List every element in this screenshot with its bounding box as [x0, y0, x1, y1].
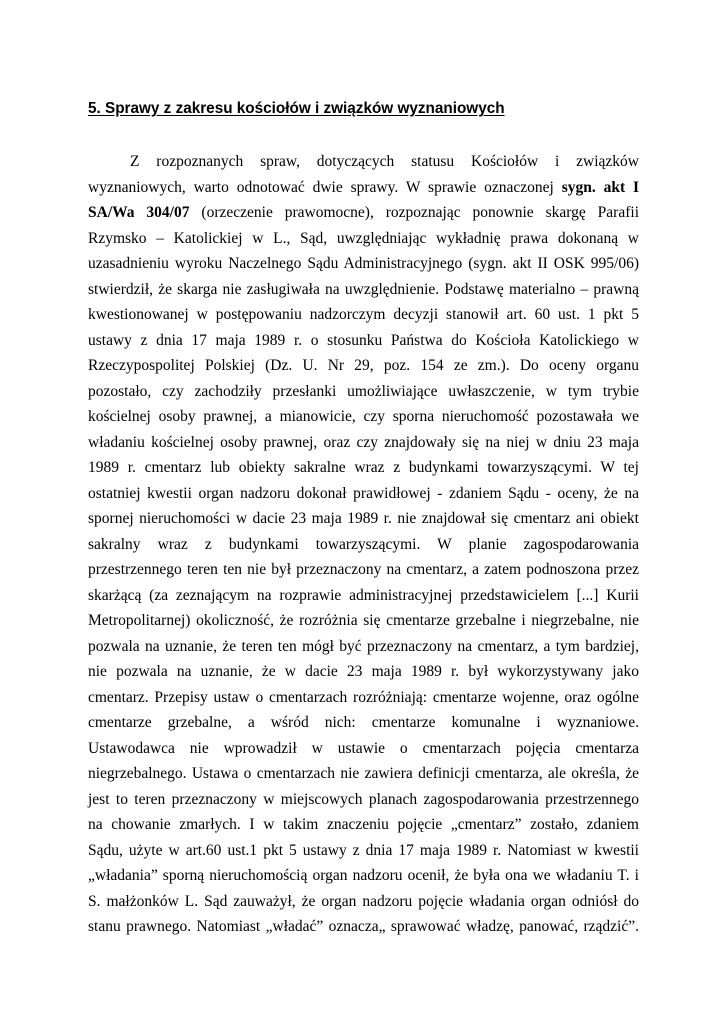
- case-signature-bold: sygn. akt I: [561, 178, 640, 196]
- text-line: Ustawodawca nie wprowadził w ustawie o cmentarzach pojęcia cmentarza: [88, 739, 639, 757]
- text-line: Sądu, użyte w art.60 ust.1 pkt 5 ustawy z dnia 17 maja 1989 r. Natomiast w kwestii: [88, 841, 639, 859]
- text-line: niegrzebalnego. Ustawa o cmentarzach nie zawiera definicji cmentarza, ale określa, że: [88, 765, 639, 782]
- text-line: uzasadnieniu wyroku Naczelnego Sądu Administracyjnego (sygn. akt II OSK 995/06): [88, 255, 639, 272]
- text-line: ustawy z dnia 17 maja 1989 r. o stosunku Państwa do Kościoła Katolickiego w: [88, 331, 639, 349]
- text-line: jest to teren przeznaczony w miejscowych planach zagospodarowania przestrzennego: [88, 790, 639, 808]
- text-line: stanu prawnego. Natomiast „władać” oznacza„ sprawować władzę, panować, rządzić”.: [88, 918, 639, 935]
- case-signature-bold: SA/Wa 304/07: [88, 204, 190, 221]
- text-line: [88, 200, 639, 226]
- text-line: Rzeczypospolitej Polskiej (Dz. U. Nr 29, poz. 154 ze zm.). Do oceny organu: [88, 357, 639, 374]
- text-line: na chowanie zmarłych. I w takim znaczeniu pojęcie „cmentarz” zostało, zdaniem: [88, 816, 639, 833]
- text-line: pozostało, czy zachodziły przesłanki umożliwiające uwłaszczenie, w tym trybie: [88, 382, 639, 400]
- text-line: stwierdził, że skarga nie zasługiwała na uwzględnienie. Podstawę materialno – prawną: [88, 280, 639, 298]
- text-line: przestrzennego teren ten nie był przeznaczony na cmentarz, a zatem podnoszona przez: [88, 561, 639, 578]
- text-line: cmentarz. Przepisy ustaw o cmentarzach rozróżniają: cmentarze wojenne, oraz ogólne: [88, 688, 639, 706]
- text-line: Rzymsko – Katolickiej w L., Sąd, uwzględniając wykładnię prawa dokonaną w: [88, 229, 639, 247]
- text-line: S. małżonków L. Sąd zauważył, że organ nadzoru pojęcie władania organ odniósł do: [88, 892, 639, 910]
- text-line: sakralny wraz z budynkami towarzyszącymi. W planie zagospodarowania: [88, 535, 639, 553]
- text-line: Z rozpoznanych spraw, dotyczących statusu Kościołów i związków: [130, 153, 639, 170]
- text-line: skarżącą (za zeznającym na rozprawie administracyjnej przedstawicielem [...] Kurii: [88, 586, 639, 604]
- body-paragraph: [88, 149, 639, 940]
- text-line: kwestionowanej w postępowaniu nadzorczym decyzji stanowił art. 60 ust. 1 pkt 5: [88, 306, 639, 323]
- text-line: kościelnej osoby prawnej, a mianowicie, czy sporna nieruchomość pozostawała we: [88, 408, 639, 425]
- text-line: Metropolitarnej) okoliczność, że rozróżnia się cmentarze grzebalne i niegrzebalne, nie: [88, 612, 639, 629]
- text-segment: wyznaniowych, warto odnotować dwie sprawy. W sprawie oznaczonej: [88, 178, 554, 196]
- text-line: ostatniej kwestii organ nadzoru dokonał prawidłowej - zdaniem Sądu - oceny, że na: [88, 484, 639, 502]
- text-line: „władania” sporną nieruchomością organ nadzoru ocenił, że była ona we władaniu T. i: [88, 867, 639, 884]
- text-line: nie pozwala na uznanie, że w dacie 23 maja 1989 r. był wykorzystywany jako: [88, 663, 639, 680]
- text-line: [88, 175, 639, 201]
- text-line: pozwala na uznanie, że teren ten mógł być przeznaczony na cmentarz, a tym bardziej,: [88, 637, 639, 655]
- text-segment: (orzeczenie prawomocne), rozpoznając ponownie skargę Parafii: [201, 204, 639, 221]
- text-line: cmentarze grzebalne, a wśród nich: cmentarze komunalne i wyznaniowe.: [88, 714, 639, 731]
- text-line: władaniu kościelnej osoby prawnej, oraz czy znajdowały się na niej w dniu 23 maja: [88, 433, 639, 451]
- text-line: 1989 r. cmentarz lub obiekty sakralne wraz z budynkami towarzyszącymi. W tej: [88, 459, 639, 476]
- text-line: spornej nieruchomości w dacie 23 maja 1989 r. nie znajdował się cmentarz ani obiekt: [88, 510, 639, 527]
- section-heading: 5. Sprawy z zakresu kościołów i związków wyznaniowych: [88, 100, 505, 117]
